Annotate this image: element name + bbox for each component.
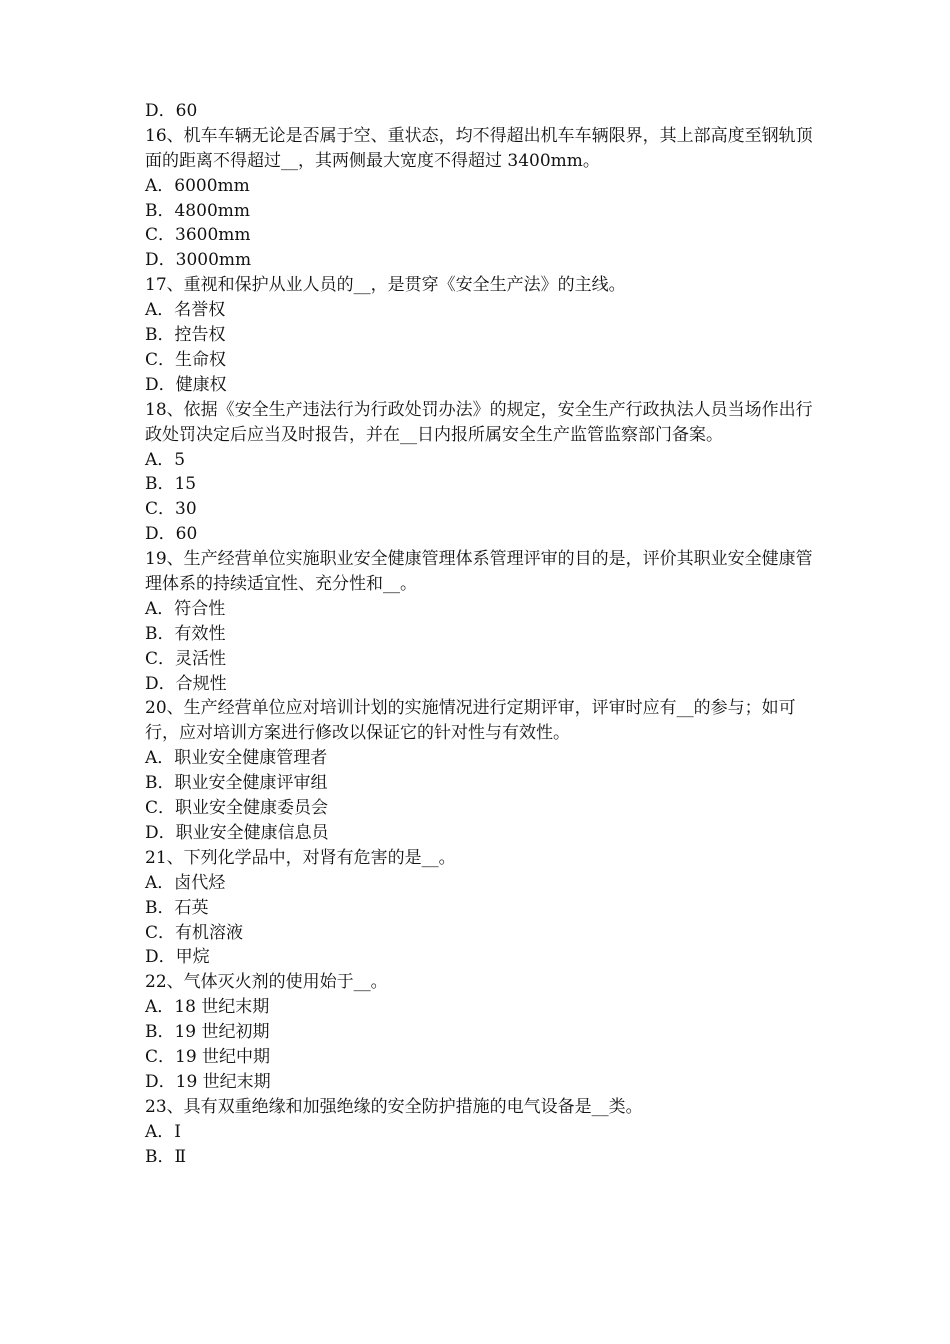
question-21 bbox=[145, 846, 817, 970]
option-b: B．4800mm bbox=[145, 200, 250, 221]
option-b: B．有效性 bbox=[145, 623, 226, 644]
option-d: D．60 bbox=[145, 524, 198, 545]
question-text: 16、机车车辆无论是否属于空、重状态，均不得超出机车车辆限界，其上部高度至钢轨顶面的距离不得超过__，其两侧最大宽度不得超过 3400mm。 bbox=[145, 125, 813, 171]
option-a: A．符合性 bbox=[145, 598, 226, 619]
question-16 bbox=[145, 124, 817, 273]
question-17 bbox=[145, 273, 817, 397]
option-b: B．Ⅱ bbox=[145, 1146, 187, 1167]
option-b: B．19 世纪初期 bbox=[145, 1022, 270, 1043]
option-a: A．卤代烃 bbox=[145, 872, 226, 893]
question-text: 18、依据《安全生产违法行为行政处罚办法》的规定，安全生产行政执法人员当场作出行政处罚决定后应当及时报告，并在__日内报所属安全生产监管监察部门备案。 bbox=[145, 399, 813, 445]
question-22 bbox=[145, 970, 817, 1094]
option-d: D．职业安全健康信息员 bbox=[145, 822, 329, 843]
question-text: 20、生产经营单位应对培训计划的实施情况进行定期评审，评审时应有__的参与；如可行，应对培训方案进行修改以保证它的针对性与有效性。 bbox=[145, 698, 796, 744]
question-text: 17、重视和保护从业人员的__，是贯穿《安全生产法》的主线。 bbox=[145, 275, 626, 296]
option-c: C．灵活性 bbox=[145, 648, 227, 669]
question-text: 21、下列化学品中，对肾有危害的是__。 bbox=[145, 847, 456, 868]
option-a: A．职业安全健康管理者 bbox=[145, 748, 328, 769]
carryover-option: D．60 bbox=[145, 101, 198, 121]
document-body bbox=[145, 99, 817, 1169]
option-d: D．甲烷 bbox=[145, 947, 210, 968]
question-text: 19、生产经营单位实施职业安全健康管理体系管理评审的目的是，评价其职业安全健康管理体系的持续适宜性、充分性和__。 bbox=[145, 549, 813, 595]
option-a: A．18 世纪末期 bbox=[145, 997, 270, 1018]
question-18 bbox=[145, 398, 817, 547]
option-d: D．19 世纪末期 bbox=[145, 1071, 271, 1092]
option-b: B．石英 bbox=[145, 897, 209, 918]
question-text: 22、气体灭火剂的使用始于__。 bbox=[145, 972, 388, 993]
option-d: D．合规性 bbox=[145, 673, 227, 694]
option-c: C．有机溶液 bbox=[145, 922, 244, 943]
option-a: A．Ⅰ bbox=[145, 1121, 181, 1142]
option-c: C．职业安全健康委员会 bbox=[145, 798, 329, 819]
option-a: A．名誉权 bbox=[145, 300, 226, 321]
question-20 bbox=[145, 696, 817, 845]
option-d: D．3000mm bbox=[145, 250, 252, 271]
option-c: C．生命权 bbox=[145, 349, 227, 370]
option-c: C．30 bbox=[145, 499, 197, 520]
option-c: C．19 世纪中期 bbox=[145, 1047, 271, 1068]
question-19 bbox=[145, 547, 817, 696]
option-d: D．健康权 bbox=[145, 374, 227, 395]
option-b: B．职业安全健康评审组 bbox=[145, 773, 328, 794]
option-a: A．5 bbox=[145, 449, 186, 470]
question-23 bbox=[145, 1095, 817, 1170]
option-b: B．控告权 bbox=[145, 325, 226, 346]
option-a: A．6000mm bbox=[145, 175, 250, 196]
question-text: 23、具有双重绝缘和加强绝缘的安全防护措施的电气设备是__类。 bbox=[145, 1096, 643, 1117]
option-b: B．15 bbox=[145, 474, 197, 495]
option-c: C．3600mm bbox=[145, 225, 251, 246]
